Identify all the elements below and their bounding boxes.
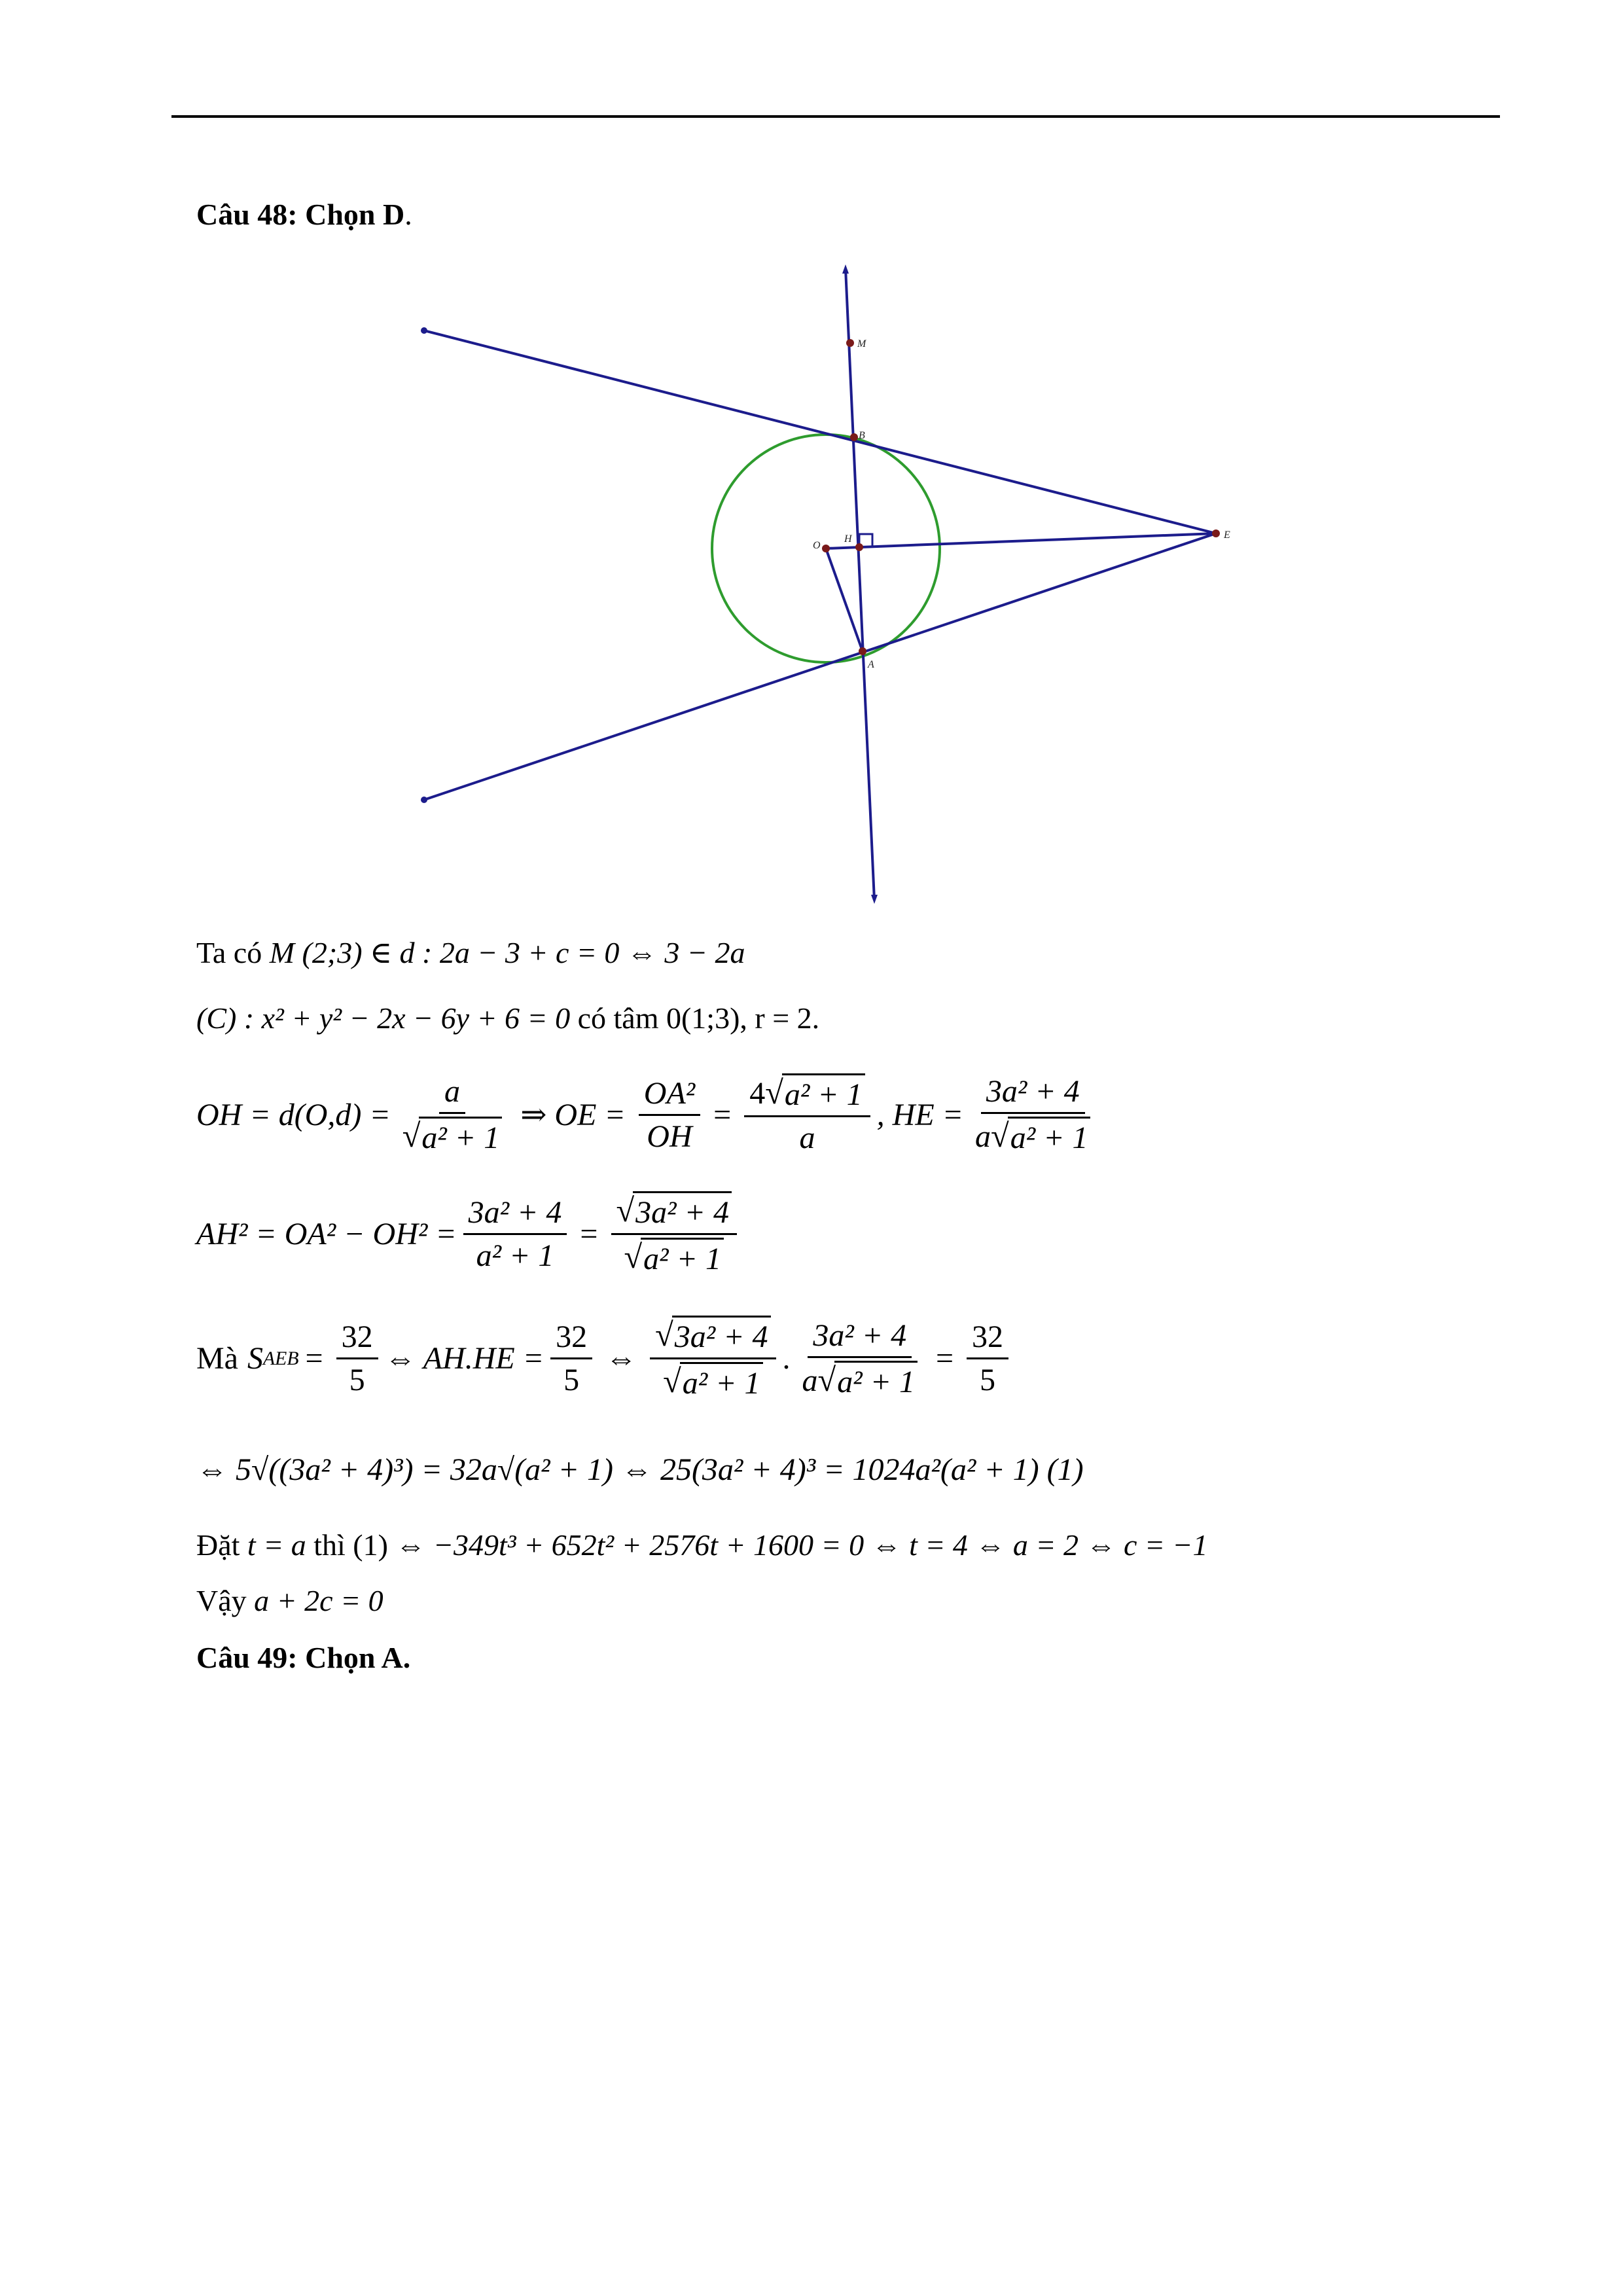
label-b: B	[859, 430, 865, 441]
question-48-heading: Câu 48: Chọn D.	[196, 198, 412, 231]
eq1-he: , HE =	[876, 1097, 964, 1132]
eq5-mid: thì (1)	[313, 1528, 388, 1562]
header-rule	[171, 115, 1500, 118]
geometry-diagram	[393, 262, 1309, 929]
eq3-lead: Mà	[196, 1341, 238, 1376]
eq6-lead: Vậy	[196, 1584, 247, 1617]
equation-cubic-expansion: ⇔ 5√((3a² + 4)³) = 32a√(a² + 1) ⇔ 25(3a² + 4)³ = 1024a²(a² + 1) (1)	[196, 1452, 1084, 1487]
eq2-frac-1: $\frac{\text{3a² + 4}}{\text{a² + 1}}$	[463, 1194, 567, 1274]
eq3-frac-5: $\frac{32}{5}$	[967, 1319, 1008, 1398]
geometry-figure	[393, 262, 1309, 929]
equation-oh-oe-he: OH = d(O,d) = a √ a² + 1 ⇒ OE = $\frac{\text{OA²}}{OH}$ = 4 √ a² + 1 a , HE = 3a² + 4 a √ a² + 1	[196, 1073, 1102, 1156]
eq6-result: a + 2c = 0	[254, 1584, 383, 1617]
label-a: A	[868, 659, 874, 670]
point-o	[822, 545, 830, 552]
eq3-frac-3: √ 3a² + 4 √ a² + 1	[650, 1316, 776, 1401]
label-h: H	[844, 533, 852, 545]
line-circle-c	[196, 1001, 819, 1036]
segment-oa	[826, 548, 863, 651]
point-e	[1212, 529, 1220, 537]
label-m: M	[857, 338, 866, 350]
point-b	[850, 433, 858, 441]
equation-ah-squared: AH² = OA² − OH² = $\frac{\text{3a² + 4}}{\text{a² + 1}}$ = √ 3a² + 4 √ a² + 1	[196, 1191, 743, 1277]
line1-math: M (2;3) ∈ d : 2a − 3 + c = 0 ⇔ 3 − 2a	[269, 936, 745, 969]
question-49-heading: Câu 49: Chọn A.	[196, 1641, 411, 1674]
point-m	[846, 339, 854, 347]
point-h	[855, 543, 863, 551]
eq3-ah-he: ⇔ AH.HE =	[384, 1341, 544, 1376]
eq3-frac-2: $\frac{32}{5}$	[550, 1319, 592, 1398]
eq5-lead: Đặt	[196, 1528, 240, 1562]
line-d	[846, 268, 874, 900]
tangent-line-lower	[424, 533, 1216, 800]
eq1-frac-4: 3a² + 4 a √ a² + 1	[970, 1073, 1096, 1156]
circle-center-radius: có tâm 0(1;3), r = 2.	[577, 1001, 820, 1035]
eq5-sub: t = a	[247, 1528, 306, 1562]
eq1-implies: ⇒ OE =	[520, 1098, 626, 1132]
eq5-polynomial: ⇔ −349t³ + 652t² + 2576t + 1600 = 0 ⇔ t = 4 ⇔ a = 2 ⇔ c = −1	[395, 1528, 1208, 1562]
arrow-down-icon	[871, 895, 878, 904]
eq2-frac-2: √ 3a² + 4 √ a² + 1	[611, 1191, 737, 1277]
eq3-frac-1: $\frac{32}{5}$	[336, 1319, 378, 1398]
segment-oe	[826, 533, 1216, 548]
line1-lead: Ta có	[196, 936, 262, 969]
eq1-frac-3: 4 √ a² + 1 a	[744, 1073, 870, 1156]
tangent-line-upper	[424, 331, 1216, 533]
eq2-lhs: AH² = OA² − OH² =	[196, 1217, 457, 1251]
eq1-frac-1: a √ a² + 1	[397, 1073, 507, 1156]
arrow-up-icon	[842, 264, 849, 274]
point-a	[859, 647, 866, 655]
circle-equation: (C) : x² + y² − 2x − 6y + 6 = 0	[196, 1001, 571, 1035]
line-substitution	[196, 1528, 1207, 1563]
line-ta-co	[196, 936, 745, 971]
label-e: E	[1224, 529, 1230, 541]
equation-area-aeb: Mà S AEB = $\frac{32}{5}$ ⇔ AH.HE = $\frac{32}{5}$ ⇔ √ 3a² + 4 √ a² + 1 . 3a² + 4 a √ a² + 1 = $\frac{32}{5}$	[196, 1316, 1015, 1401]
eq1-frac-2: $\frac{\text{OA²}}{OH}$	[639, 1075, 700, 1155]
label-o: O	[813, 540, 821, 551]
eq1-lhs: OH = d(O,d) =	[196, 1097, 391, 1132]
eq3-frac-4: 3a² + 4 a √ a² + 1	[797, 1318, 923, 1400]
line-conclusion	[196, 1584, 383, 1619]
